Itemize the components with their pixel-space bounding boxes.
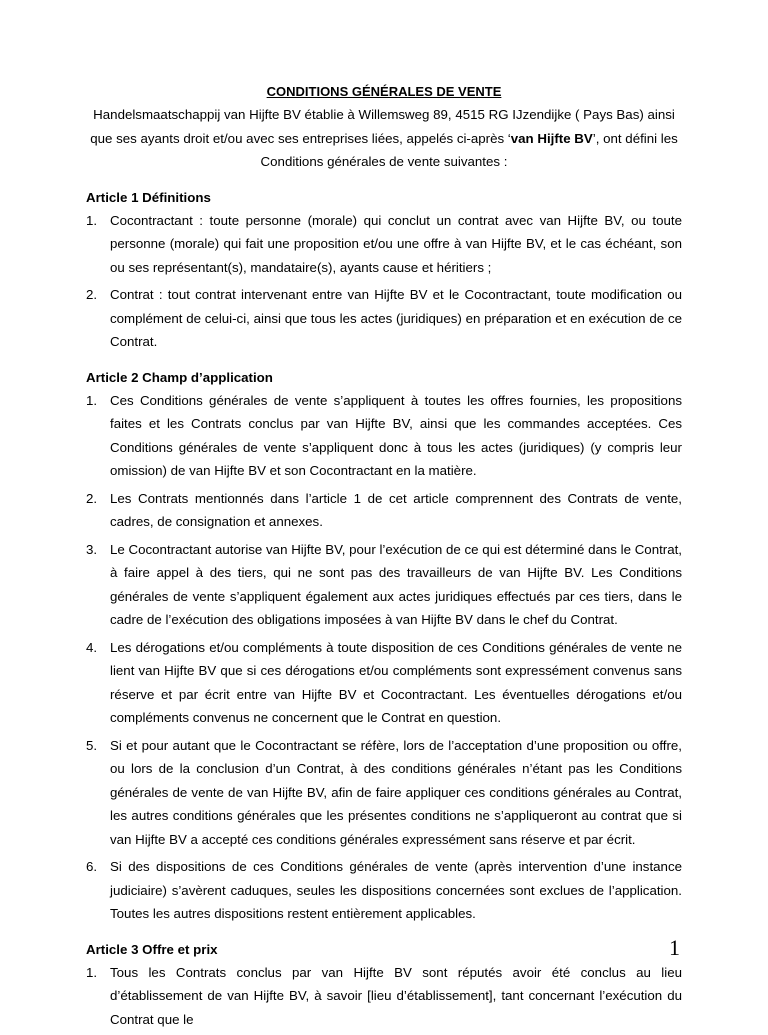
item-number: 4.: [86, 639, 98, 655]
item-text: Tous les Contrats conclus par van Hijfte BV sont réputés avoir été conclus au lieu d’établissement de van Hijfte BV, à savoir [lieu d’établissement], tant concernant l’exécution du Contrat que le: [110, 964, 682, 1027]
item-text: Les Contrats mentionnés dans l’article 1 de cet article comprennent des Contrats de vente, cadres, de consignation et annexes.: [110, 490, 682, 529]
item-number: 1.: [86, 964, 98, 980]
article-section: [86, 938, 682, 1032]
article-item: [86, 209, 682, 280]
article-item-list: [86, 209, 682, 354]
article-heading: Article 3 Offre et prix: [86, 941, 218, 957]
item-text: Les dérogations et/ou compléments à toute disposition de ces Conditions générales de vente ne lient van Hijfte BV que si ces dérogations et/ou compléments sont expressément convenus sans réserve et par écrit entre van Hijfte BV et Cocontractant. Les éventuelles dérogations et/ou compléments convenus ne concernent que le Contrat en question.: [110, 639, 682, 725]
item-text: Si et pour autant que le Cocontractant se réfère, lors de l’acceptation d’une proposition ou offre, ou lors de la conclusion d’un Contrat, à des conditions générales n’étant pas les Conditions générales de vente de van Hijfte BV, afin de faire appliquer ces conditions générales au Contrat, les autres conditions générales que les présentes conditions ne s’appliqueront au contrat que si van Hijfte BV a accepté ces conditions générales expressément sans réserve et par écrit.: [110, 737, 682, 847]
intro-paragraph: [86, 103, 682, 174]
article-item: [86, 734, 682, 852]
item-number: 6.: [86, 859, 98, 874]
articles-container: [86, 186, 682, 1032]
item-number: 3.: [86, 541, 98, 557]
item-number: 2.: [86, 287, 98, 302]
item-number: 1.: [86, 212, 98, 228]
article-item-list: [86, 961, 682, 1032]
article-heading: Article 1 Définitions: [86, 189, 211, 205]
document-title: CONDITIONS GÉNÉRALES DE VENTE: [266, 84, 502, 99]
article-section: [86, 366, 682, 926]
article-item: [86, 538, 682, 632]
article-item: [86, 855, 682, 926]
item-number: 1.: [86, 392, 98, 408]
item-text: Contrat : tout contrat intervenant entre van Hijfte BV et le Cocontractant, toute modification ou complément de celui-ci, ainsi que tous les actes (juridiques) en préparation et en exécution de ce Contrat.: [110, 287, 682, 349]
article-section: [86, 186, 682, 354]
article-item: [86, 389, 682, 483]
page-number: 1: [669, 935, 680, 960]
article-item: [86, 961, 682, 1032]
intro-text-after: ’, ont défini les Conditions générales de vente suivantes :: [260, 130, 678, 169]
intro-company-name: van Hijfte BV: [510, 130, 593, 146]
item-text: Si des dispositions de ces Conditions générales de vente (après intervention d’une instance judiciaire) s’avèrent caduques, seules les dispositions concernées sont exclues de l’application. Toutes les autres dispositions restent entièrement applicables.: [110, 859, 682, 921]
document-body: [86, 80, 682, 1035]
article-item: [86, 283, 682, 354]
article-item: [86, 636, 682, 730]
item-text: Ces Conditions générales de vente s’appliquent à toutes les offres fournies, les propositions faites et les Contrats conclus par van Hijfte BV, ainsi que les commandes acceptées. Ces Conditions générales de vente s’appliquent donc à tous les actes (juridiques) (y compris leur omission) de van Hijfte BV et son Cocontractant en la matière.: [110, 392, 682, 478]
item-text: Cocontractant : toute personne (morale) qui conclut un contrat avec van Hijfte BV, ou toute personne (morale) qui fait une proposition et/ou une offre à van Hijfte BV, et le cas échéant, son ou ses représentant(s), mandataire(s), ayants cause et héritiers ;: [110, 212, 682, 275]
article-item: [86, 487, 682, 534]
item-number: 5.: [86, 737, 98, 753]
intro-text-before: Handelsmaatschappij van Hijfte BV établie à Willemsweg 89, 4515 RG IJzendijke ( Pays Bas) ainsi que ses ayants droit et/ou avec ses entreprises liées, appelés ci-après ‘: [90, 107, 675, 146]
item-number: 2.: [86, 490, 98, 506]
article-heading: Article 2 Champ d’application: [86, 369, 273, 385]
item-text: Le Cocontractant autorise van Hijfte BV, pour l’exécution de ce qui est déterminé dans le Contrat, à faire appel à des tiers, qui ne sont pas des travailleurs de van Hijfte BV. Les Conditions générales de vente s’appliquent également aux actes juridiques effectués par ces tiers, dans le cadre de l’exécution des obligations imposées à van Hijfte BV dans le chef du Contrat.: [110, 541, 682, 627]
article-item-list: [86, 389, 682, 926]
